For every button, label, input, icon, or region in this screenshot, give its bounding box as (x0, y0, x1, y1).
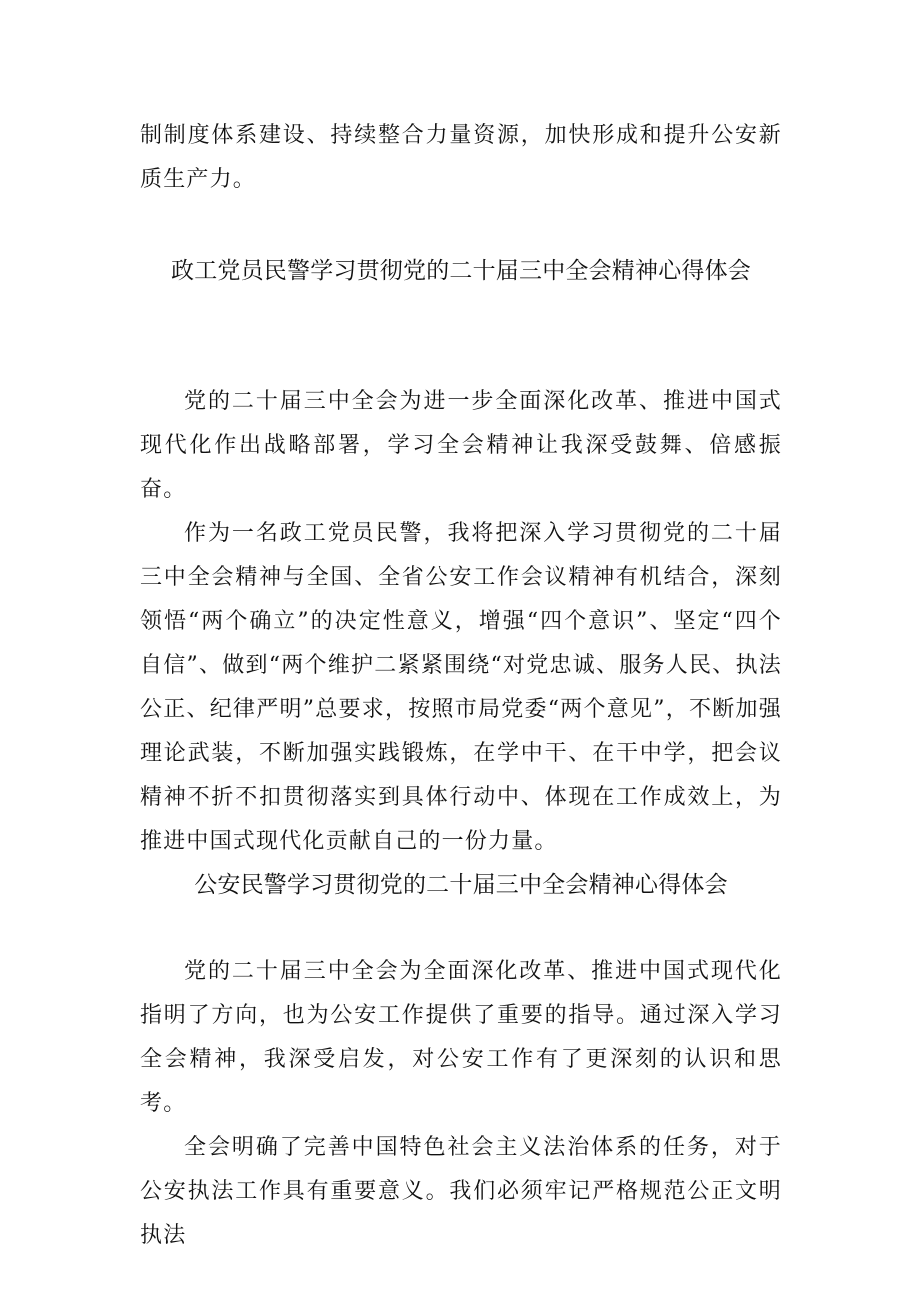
section2-body (140, 950, 782, 1258)
section1-body (140, 380, 782, 864)
section2-paragraph-1: 党的二十届三中全会为全面深化改革、推进中国式现代化指明了方向，也为公安工作提供了重要的指导。通过深入学习全会精神，我深受启发，对公安工作有了更深刻的认识和思考。 (140, 959, 782, 1116)
continuation-text (140, 114, 782, 202)
section1-title: 政工党员民警学习贯彻党的二十届三中全会精神心得体会 (171, 258, 751, 284)
section1-paragraph-2: 作为一名政工党员民警，我将把深入学习贯彻党的二十届三中全会精神与全国、全省公安工作会议精神有机结合，深刻领悟“两个确立”的决定性意义，增强“四个意识”、坚定“四个自信”、做到“两个维护二紧紧围绕“对党忠诚、服务人民、执法公正、纪律严明”总要求，按照市局党委“两个意见”，不断加强理论武装，不断加强实践锻炼，在学中干、在干中学，把会议精神不折不扣贯彻落实到具体行动中、体现在工作成效上，为推进中国式现代化贡献自己的一份力量。 (140, 521, 782, 854)
section2-paragraph-2: 全会明确了完善中国特色社会主义法治体系的任务，对于公安执法工作具有重要意义。我们必须牢记严格规范公正文明执法 (140, 1135, 782, 1248)
continuation-paragraph: 制制度体系建设、持续整合力量资源，加快形成和提升公安新质生产力。 (140, 123, 782, 192)
section1-paragraph-1: 党的二十届三中全会为进一步全面深化改革、推进中国式现代化作出战略部署，学习全会精神让我深受鼓舞、倍感振奋。 (140, 389, 782, 502)
section2-title: 公安民警学习贯彻党的二十届三中全会精神心得体会 (194, 872, 728, 898)
